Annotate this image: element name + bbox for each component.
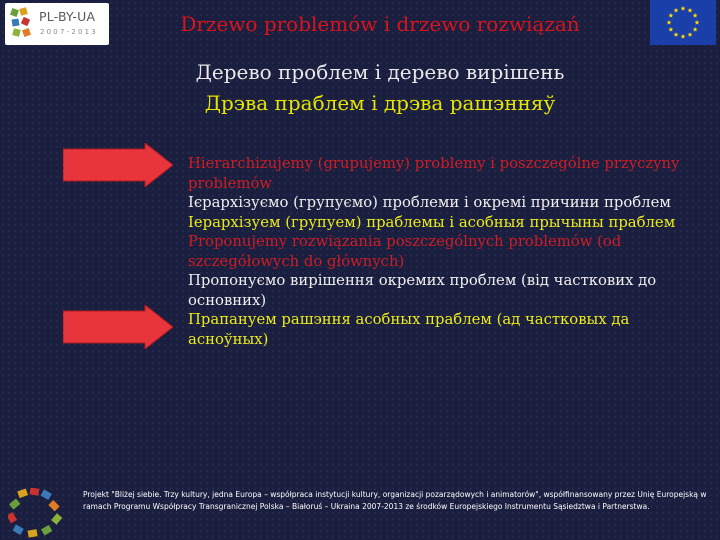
program-logo-mark-icon (9, 7, 35, 41)
list-item-ukrainian-1: Ієрархізуємо (групуємо) проблеми і окремі причини проблем (188, 194, 671, 211)
title-polish: Drzewo problemów i drzewo rozwiązań (180, 12, 580, 36)
list-item-ukrainian-2: Пропонуємо вирішення окремих проблем (від часткових до основних) (188, 272, 657, 309)
list-item-polish-2: Proponujemy rozwiązania poszczególnych problemów (od szczegółowych do głównych) (188, 233, 622, 270)
title-ukrainian: Дерево проблем і дерево вирішень (195, 60, 565, 84)
logo-years: 2007-2013 (40, 28, 98, 36)
footer-funding-text: Projekt "Bliżej siebie. Trzy kultury, jedna Europa – współpraca instytucji kultury, organizacji pozarządowych i animatorów", współfinansowany przez Unię Europejską w ramach Programu Współpracy Transgranicznej Polska – Białoruś – Ukraina 2007-2013 ze środków Europejskiego Instrumentu Sąsiedztwa i Partnerstwa. (83, 490, 707, 511)
project-logo-icon (8, 488, 63, 538)
eu-flag-icon (650, 0, 716, 45)
list-item-polish-1: Hierarchizujemy (grupujemy) problemy i poszczególne przyczyny problemów (188, 155, 680, 192)
logo-title: PL-BY-UA (39, 9, 96, 24)
right-arrow-icon (63, 305, 173, 349)
content-list (188, 154, 708, 349)
right-arrow-icon (63, 143, 173, 187)
title-belarusian: Дрэва праблем і дрэва рашэнняў (204, 91, 556, 115)
program-logo (5, 3, 109, 45)
list-item-belarusian-2: Прапануем рашэння асобных праблем (ад частковых да асноўных) (188, 311, 630, 348)
list-item-belarusian-1: Іерархізуем (групуем) праблемы і асобныя прычыны праблем (188, 213, 676, 231)
